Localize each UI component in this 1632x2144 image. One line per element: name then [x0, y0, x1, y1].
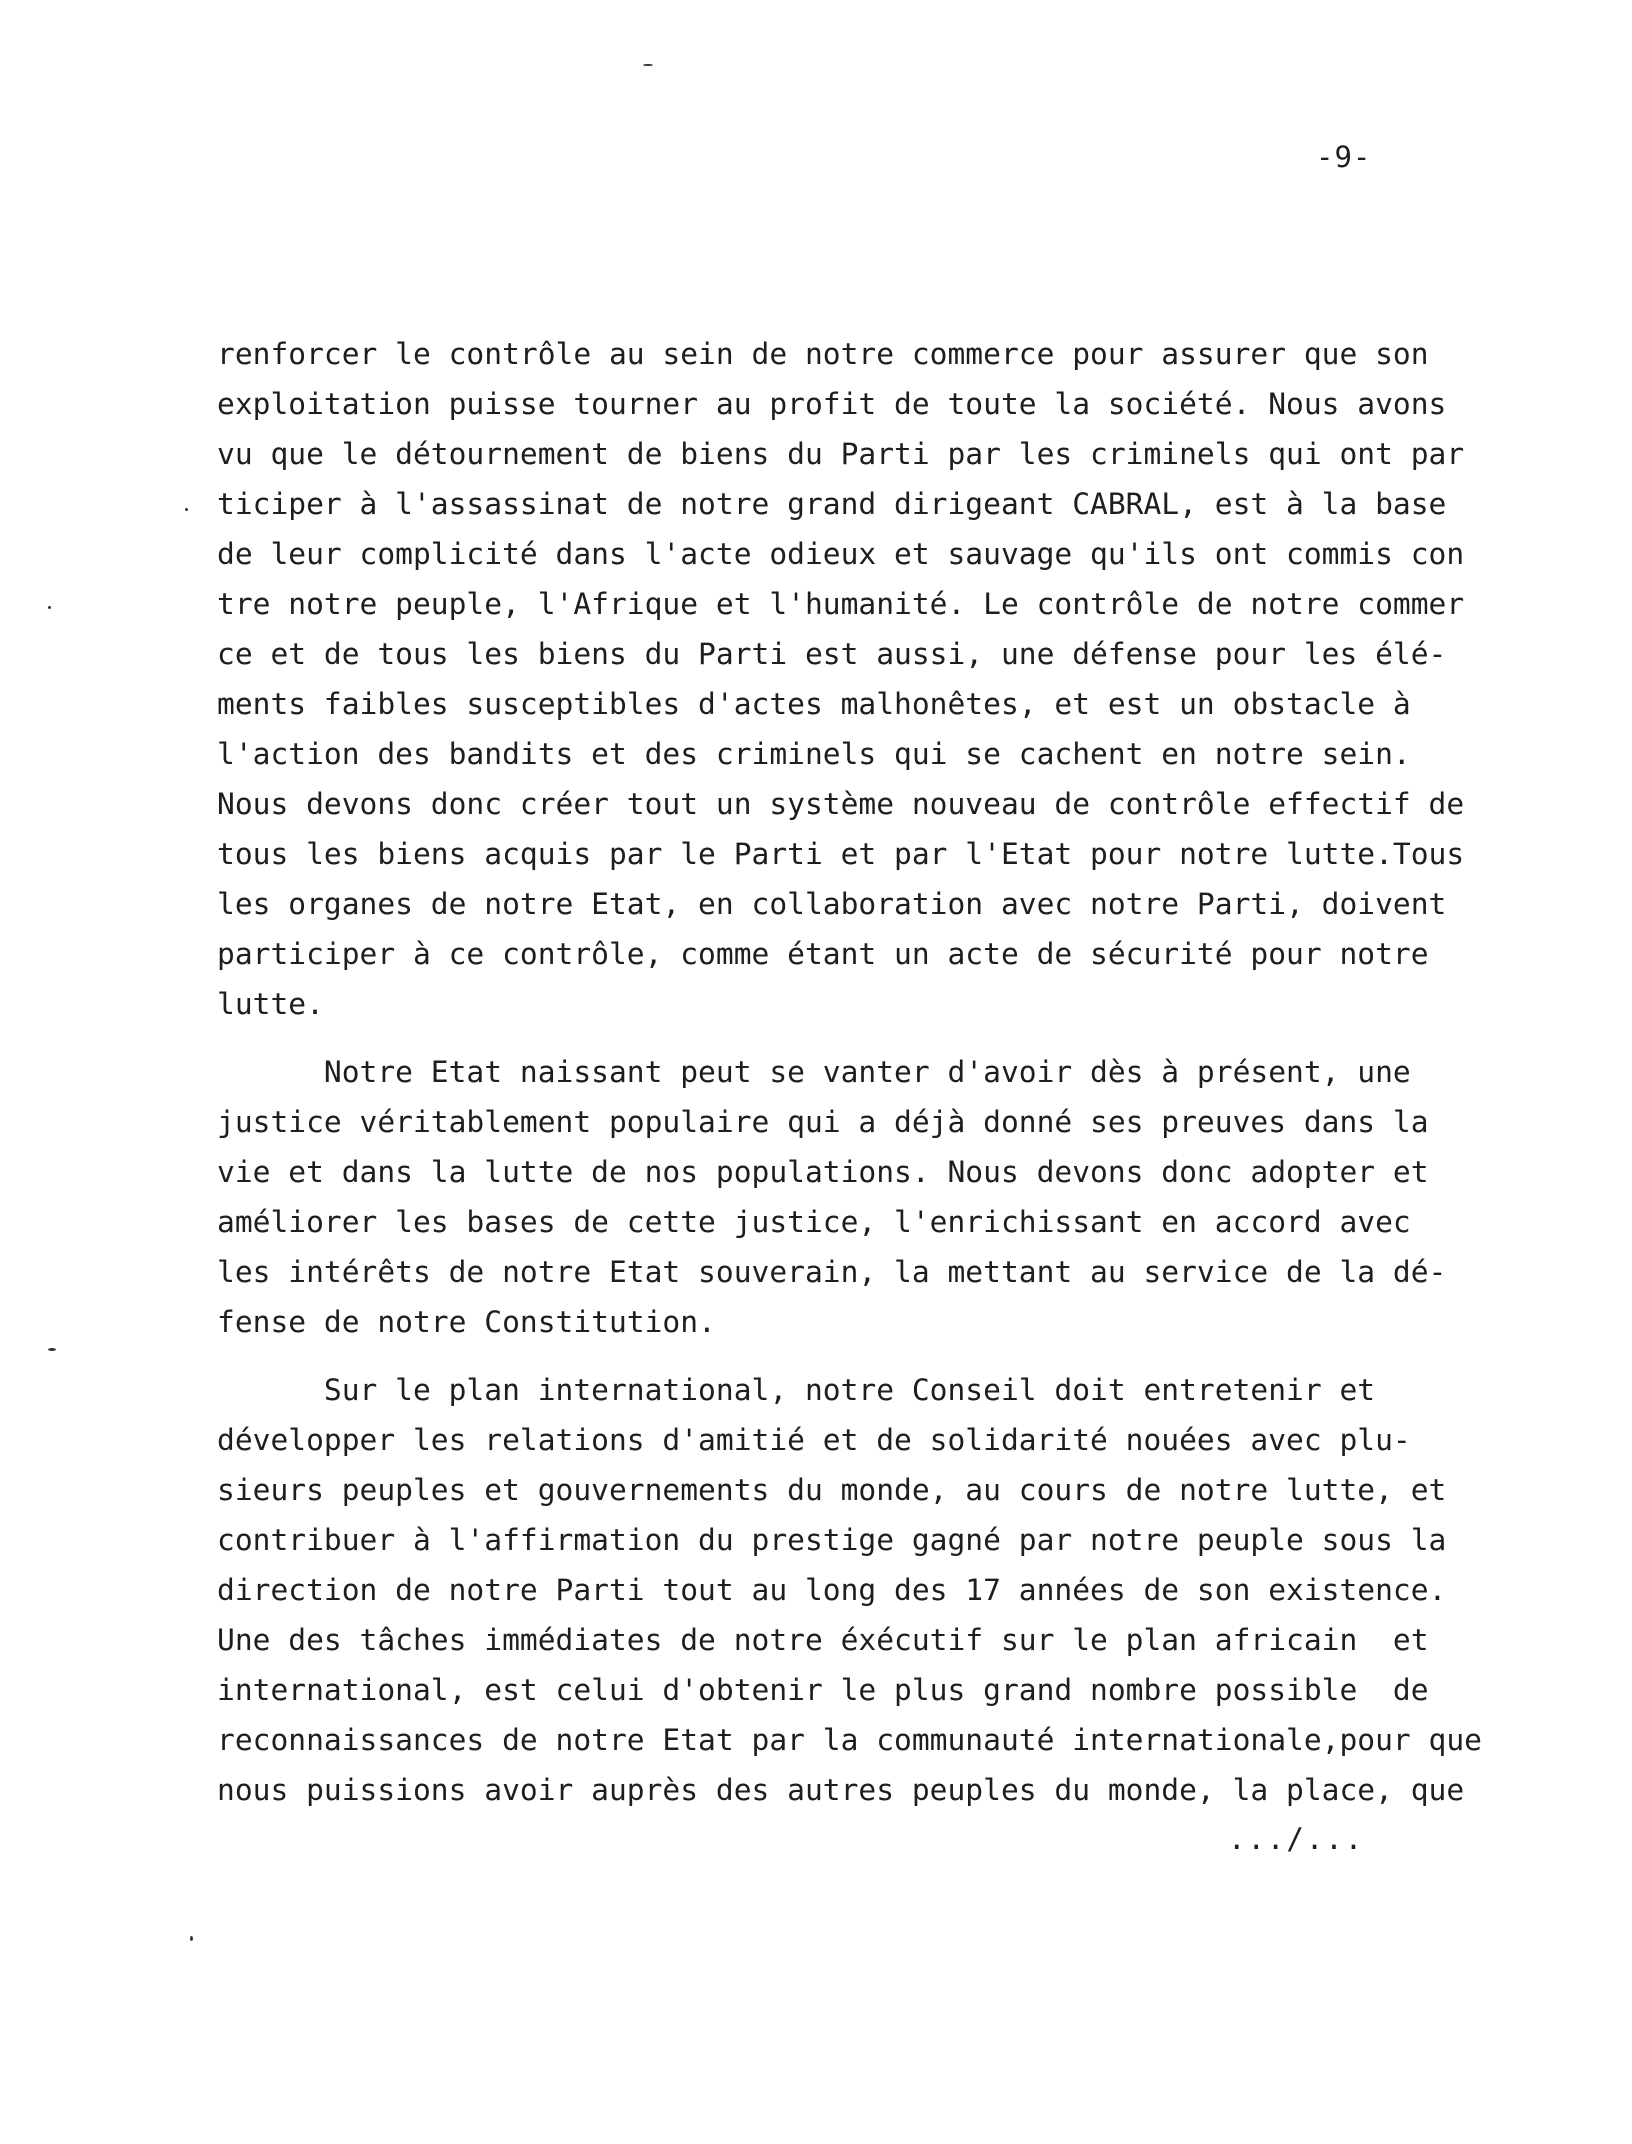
text-line: contribuer à l'affirmation du prestige gagné par notre peuple sous la	[217, 1523, 1447, 1557]
text-line: exploitation puisse tourner au profit de toute la société. Nous avons	[217, 387, 1447, 421]
text-line: tre notre peuple, l'Afrique et l'humanité. Le contrôle de notre commer	[217, 587, 1465, 621]
text-line: Sur le plan international, notre Conseil doit entretenir et	[217, 1373, 1376, 1407]
scan-speck	[190, 1936, 193, 1941]
text-line: nous puissions avoir auprès des autres peuples du monde, la place, que	[217, 1773, 1465, 1807]
scan-speck	[643, 64, 653, 66]
text-line: de leur complicité dans l'acte odieux et sauvage qu'ils ont commis con	[217, 537, 1465, 571]
page-number: -9-	[1316, 140, 1372, 174]
text-line: direction de notre Parti tout au long des 17 années de son existence.	[217, 1573, 1447, 1607]
text-line: sieurs peuples et gouvernements du monde, au cours de notre lutte, et	[217, 1473, 1447, 1507]
text-line: vie et dans la lutte de nos populations. Nous devons donc adopter et	[217, 1155, 1429, 1189]
scan-speck	[48, 1348, 56, 1351]
text-line: vu que le détournement de biens du Parti par les criminels qui ont par	[217, 437, 1465, 471]
text-line: améliorer les bases de cette justice, l'enrichissant en accord avec	[217, 1205, 1411, 1239]
text-line: reconnaissances de notre Etat par la communauté internationale,pour que	[217, 1723, 1483, 1757]
text-line: participer à ce contrôle, comme étant un acte de sécurité pour notre	[217, 937, 1429, 971]
text-line: international, est celui d'obtenir le plus grand nombre possible de	[217, 1673, 1429, 1707]
text-line: les intérêts de notre Etat souverain, la mettant au service de la dé-	[217, 1255, 1447, 1289]
text-line: lutte.	[217, 987, 324, 1021]
text-line: ments faibles susceptibles d'actes malhonêtes, et est un obstacle à	[217, 687, 1411, 721]
text-line: renforcer le contrôle au sein de notre commerce pour assurer que son	[217, 337, 1429, 371]
text-line: tous les biens acquis par le Parti et par l'Etat pour notre lutte.Tous	[217, 837, 1465, 871]
text-line: l'action des bandits et des criminels qui se cachent en notre sein.	[217, 737, 1411, 771]
text-line: Nous devons donc créer tout un système nouveau de contrôle effectif de	[217, 787, 1465, 821]
continuation-mark: .../...	[1228, 1822, 1365, 1856]
text-line: justice véritablement populaire qui a déjà donné ses preuves dans la	[217, 1105, 1429, 1139]
scan-speck	[48, 606, 51, 609]
text-line: fense de notre Constitution.	[217, 1305, 716, 1339]
text-line: développer les relations d'amitié et de solidarité nouées avec plu-	[217, 1423, 1411, 1457]
text-line: Notre Etat naissant peut se vanter d'avoir dès à présent, une	[217, 1055, 1411, 1089]
text-line: les organes de notre Etat, en collaboration avec notre Parti, doivent	[217, 887, 1447, 921]
scan-speck	[185, 508, 188, 511]
text-line: ticiper à l'assassinat de notre grand dirigeant CABRAL, est à la base	[217, 487, 1447, 521]
text-line: Une des tâches immédiates de notre éxécutif sur le plan africain et	[217, 1623, 1429, 1657]
text-line: ce et de tous les biens du Parti est aussi, une défense pour les élé-	[217, 637, 1447, 671]
